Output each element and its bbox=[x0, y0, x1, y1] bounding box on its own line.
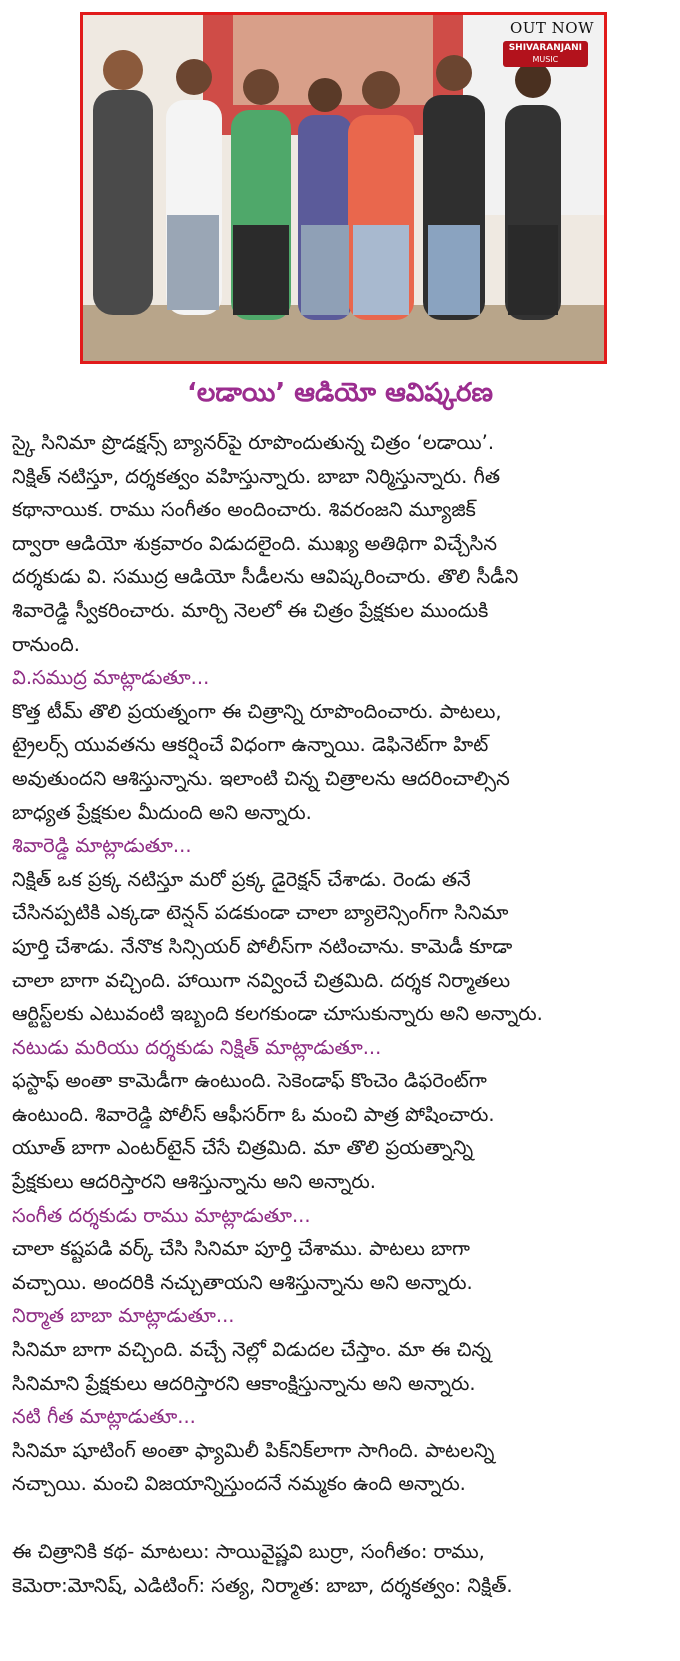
article-headline: ‘లడాయి’ ఆడియో ఆవిష్కరణ bbox=[187, 378, 493, 408]
article-body bbox=[12, 426, 672, 1602]
baba-paragraph bbox=[12, 1333, 672, 1400]
speaker-heading-samudra: వి.సముద్ర మాట్లాడుతూ... bbox=[12, 666, 210, 690]
paragraph-line: ఈ చిత్రానికి కథ- మాటలు: సాయివైష్ణవి బుర్రా, సంగీతం: రాము, bbox=[12, 1540, 485, 1563]
paragraph-line: చాలా బాగా వచ్చింది. హాయిగా నవ్వించే చిత్రమిది. దర్శక నిర్మాతలు bbox=[12, 968, 511, 992]
paragraph-line: దర్శకుడు వి. సముద్ర ఆడియో సీడీలను ఆవిష్కరించారు. తొలి సీడీని bbox=[12, 565, 519, 589]
paragraph-line: పూర్తి చేశాడు. నేనొక సిన్సియర్ పోలీస్‌గా నటించాను. కామెడీ కూడా bbox=[12, 934, 513, 958]
paragraph-line: ట్రైలర్స్ యువతను ఆకర్షించే విధంగా ఉన్నాయి. డెఫినెట్‌గా హిట్ bbox=[12, 733, 489, 757]
music-label-name: SHIVARANJANI bbox=[508, 43, 582, 53]
paragraph-line: ప్రేక్షకులు ఆదరిస్తారని ఆశిస్తున్నాను అని అన్నారు. bbox=[12, 1170, 376, 1194]
paragraph-line: రానుంది. bbox=[12, 632, 80, 656]
speaker-heading-nikshith: నటుడు మరియు దర్శకుడు నిక్షిత్ మాట్లాడుతూ... bbox=[12, 1035, 382, 1059]
paragraph-line: అవుతుందని ఆశిస్తున్నాను. ఇలాంటి చిన్న చిత్రాలను ఆదరించాల్సిన bbox=[12, 766, 510, 790]
intro-paragraph bbox=[12, 426, 672, 661]
speaker-heading-geetha: నటి గీత మాట్లాడుతూ... bbox=[12, 1405, 196, 1429]
paragraph-line: శివారెడ్డి స్వీకరించారు. మార్చి నెలలో ఈ చిత్రం ప్రేక్షకుల ముందుకి bbox=[12, 598, 489, 622]
paragraph-line: ద్వారా ఆడియో శుక్రవారం విడుదలైంది. ముఖ్య అతిథిగా విచ్చేసిన bbox=[12, 531, 498, 555]
paragraph-line: చాలా కష్టపడి వర్క్ చేసి సినిమా పూర్తి చేశాము. పాటలు బాగా bbox=[12, 1237, 470, 1261]
event-photo bbox=[80, 12, 607, 364]
credits-paragraph bbox=[12, 1535, 672, 1602]
paragraph-line: వచ్చాయి. అందరికి నచ్చుతాయని ఆశిస్తున్నాను అని అన్నారు. bbox=[12, 1270, 473, 1294]
geetha-paragraph bbox=[12, 1434, 672, 1501]
paragraph-line: కొత్త టీమ్ తొలి ప్రయత్నంగా ఈ చిత్రాన్ని రూపొందించారు. పాటలు, bbox=[12, 699, 502, 723]
paragraph-line: ఆర్టిస్ట్‌లకు ఎటువంటి ఇబ్బంది కలగకుండా చూసుకున్నారు అని అన్నారు. bbox=[12, 1002, 543, 1026]
paragraph-line: యూత్ బాగా ఎంటర్‌టైన్ చేసే చిత్రమిది. మా తొలి ప్రయత్నాన్ని bbox=[12, 1136, 474, 1160]
paragraph-line: చేసినప్పటికి ఎక్కడా టెన్షన్ పడకుండా చాలా బ్యాలెన్సింగ్‌గా సినిమా bbox=[12, 901, 509, 925]
paragraph-line: నిక్షిత్ ఒక ప్రక్క నటిస్తూ మరో ప్రక్క డైరెక్షన్ చేశాడు. రెండు తనే bbox=[12, 867, 471, 891]
spacer bbox=[12, 1501, 672, 1535]
paragraph-line: ఫస్టాఫ్ అంతా కామెడీగా ఉంటుంది. సెకెండాఫ్ కొంచెం డిఫరెంట్‌గా bbox=[12, 1069, 487, 1093]
paragraph-line: సినిమా షూటింగ్ అంతా ఫ్యామిలీ పిక్‌నిక్‌లాగా సాగింది. పాటలన్ని bbox=[12, 1438, 495, 1462]
paragraph-line: సినిమాని ప్రేక్షకులు ఆదరిస్తారని ఆకాంక్షిస్తున్నాను అని అన్నారు. bbox=[12, 1371, 476, 1395]
speaker-heading-sivareddy: శివారెడ్డి మాట్లాడుతూ... bbox=[12, 834, 192, 858]
out-now-text: OUT NOW bbox=[509, 19, 594, 37]
paragraph-line: సినిమా బాగా వచ్చింది. వచ్చే నెల్లో విడుదల చేస్తాం. మా ఈ చిన్న bbox=[12, 1338, 491, 1362]
paragraph-line: కథానాయిక. రాము సంగీతం అందించారు. శివరంజని మ్యూజిక్ bbox=[12, 498, 476, 522]
ramu-paragraph bbox=[12, 1232, 672, 1299]
speaker-heading-baba: నిర్మాత బాబా మాట్లాడుతూ... bbox=[12, 1304, 235, 1328]
music-label-sub: MUSIC bbox=[532, 55, 559, 64]
music-label-logo bbox=[503, 41, 588, 67]
sivareddy-paragraph bbox=[12, 863, 672, 1031]
nikshith-paragraph bbox=[12, 1064, 672, 1198]
paragraph-line: ఉంటుంది. శివారెడ్డి పోలీస్ ఆఫీసర్‌గా ఓ మంచి పాత్ర పోషించారు. bbox=[12, 1102, 495, 1126]
paragraph-line: నిక్షిత్ నటిస్తూ, దర్శకత్వం వహిస్తున్నారు. బాబా నిర్మిస్తున్నారు. గీత bbox=[12, 464, 501, 488]
paragraph-line: బాధ్యత ప్రేక్షకుల మీదుంది అని అన్నారు. bbox=[12, 800, 312, 824]
speaker-heading-ramu: సంగీత దర్శకుడు రాము మాట్లాడుతూ... bbox=[12, 1203, 311, 1227]
paragraph-line: నచ్చాయి. మంచి విజయాన్నిస్తుందనే నమ్మకం ఉంది అన్నారు. bbox=[12, 1472, 466, 1496]
paragraph-line: స్కై సినిమా ప్రొడక్షన్స్ బ్యానర్‌పై రూపొందుతున్న చిత్రం ‘లడాయి’. bbox=[12, 431, 495, 454]
paragraph-line: కెమెరా:మోనిష్, ఎడిటింగ్: సత్య, నిర్మాత: బాబా, దర్శకత్వం: నిక్షిత్. bbox=[12, 1573, 513, 1597]
samudra-paragraph bbox=[12, 695, 672, 829]
